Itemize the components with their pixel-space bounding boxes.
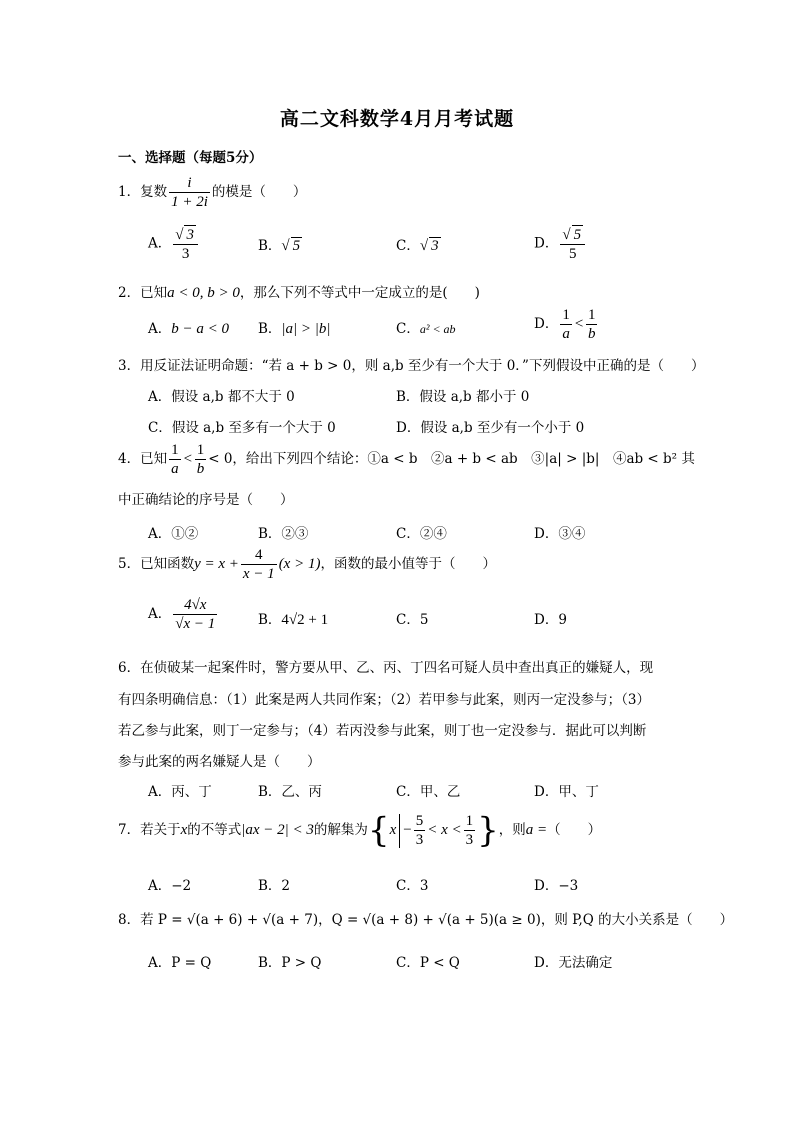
option-3b[interactable]: B．假设 a,b 都小于 0 — [396, 389, 530, 405]
question-2: 2．已知a < 0, b > 0，那么下列不等式中一定成立的是( ) — [118, 285, 480, 301]
option-6d[interactable]: D．甲、丁 — [534, 784, 599, 800]
option-7a[interactable]: A．−2 — [148, 878, 192, 894]
section-heading: 一、选择题（每题5分） — [118, 150, 263, 166]
option-2b[interactable]: B．|a| > |b| — [258, 321, 331, 337]
option-1b[interactable]: B．√ 5 — [258, 238, 301, 254]
option-5d[interactable]: D．9 — [534, 612, 567, 628]
page-title: 高二文科数学4月月考试题 — [279, 108, 515, 130]
option-2d[interactable]: D． $\frac{1}{a}$ < $\frac{1}{b}$ — [534, 307, 596, 342]
fraction: $\frac{i}{1 + 2i}$ — [171, 175, 208, 210]
option-1c[interactable]: C．√ 3 — [396, 238, 439, 254]
question-5: 5．已知函数y = x + $\frac{4}{x - 1}$ (x > 1)，函数的最小值等于（ ） — [118, 547, 496, 582]
question-1: 1．复数 $\frac{i}{1 + 2i}$ 的模是（ ） — [118, 175, 307, 210]
question-4: 4．已知 $\frac{1}{a}$ < $\frac{1}{b}$ < 0，给出下列四个结论：①a < b ②a + b < ab ③|a| > |b| ④ab < b² 其 — [118, 442, 695, 477]
option-6a[interactable]: A．丙、丁 — [148, 784, 212, 800]
option-5b[interactable]: B．4√2 + 1 — [258, 612, 329, 628]
option-6c[interactable]: C．甲、乙 — [396, 784, 461, 800]
option-3c[interactable]: C．假设 a,b 至多有一个大于 0 — [148, 420, 336, 436]
question-3: 3．用反证法证明命题：“若 a + b > 0，则 a,b 至少有一个大于 0．”下列假设中正确的是（ ） — [118, 358, 705, 374]
option-4a[interactable]: A．①② — [148, 526, 199, 542]
question-4-cont: 中正确结论的序号是（ ） — [118, 492, 294, 508]
option-3a[interactable]: A．假设 a,b 都不大于 0 — [148, 389, 295, 405]
question-6-line-3: 若乙参与此案，则丁一定参与；（4）若丙没参与此案，则丁也一定没参与．据此可以判断 — [118, 723, 647, 739]
option-4b[interactable]: B．②③ — [258, 526, 309, 542]
option-3d[interactable]: D．假设 a,b 至少有一个小于 0 — [396, 420, 585, 436]
option-8a[interactable]: A．P = Q — [148, 955, 212, 971]
option-5a[interactable]: A． $\frac{4√x}{√x - 1}$ — [148, 597, 216, 632]
question-8: 8．若 P = √(a + 6) + √(a + 7)，Q = √(a + 8) + √(a + 5)(a ≥ 0)，则 P,Q 的大小关系是（ ） — [118, 912, 734, 928]
option-4c[interactable]: C．②④ — [396, 526, 447, 542]
question-7: 7．若关于x的不等式|ax − 2| < 3的解集为{x − $\frac{5}{3}$ < x < $\frac{1}{3}$ }，则a =（ ） — [118, 810, 602, 851]
option-2c[interactable]: C．a² < ab — [396, 321, 456, 337]
option-7b[interactable]: B．2 — [258, 878, 291, 894]
option-1d[interactable]: D． $\frac{√ 5}{5}$ — [534, 225, 587, 263]
option-5c[interactable]: C．5 — [396, 612, 429, 628]
question-6-line-2: 有四条明确信息：（1）此案是两人共同作案；（2）若甲参与此案，则丙一定没参与；（3） — [118, 692, 651, 708]
option-7c[interactable]: C．3 — [396, 878, 429, 894]
option-8d[interactable]: D．无法确定 — [534, 955, 613, 971]
question-6-line-4: 参与此案的两名嫌疑人是（ ） — [118, 754, 321, 770]
option-4d[interactable]: D．③④ — [534, 526, 586, 542]
option-8b[interactable]: B．P > Q — [258, 955, 322, 971]
option-2a[interactable]: A．b − a < 0 — [148, 321, 229, 337]
option-8c[interactable]: C．P < Q — [396, 955, 460, 971]
option-7d[interactable]: D．−3 — [534, 878, 579, 894]
option-1a[interactable]: A． $\frac{√ 3}{3}$ — [148, 225, 200, 263]
question-6-line-1: 6．在侦破某一起案件时，警方要从甲、乙、丙、丁四名可疑人员中查出真正的嫌疑人，现 — [118, 660, 654, 676]
option-6b[interactable]: B．乙、丙 — [258, 784, 322, 800]
